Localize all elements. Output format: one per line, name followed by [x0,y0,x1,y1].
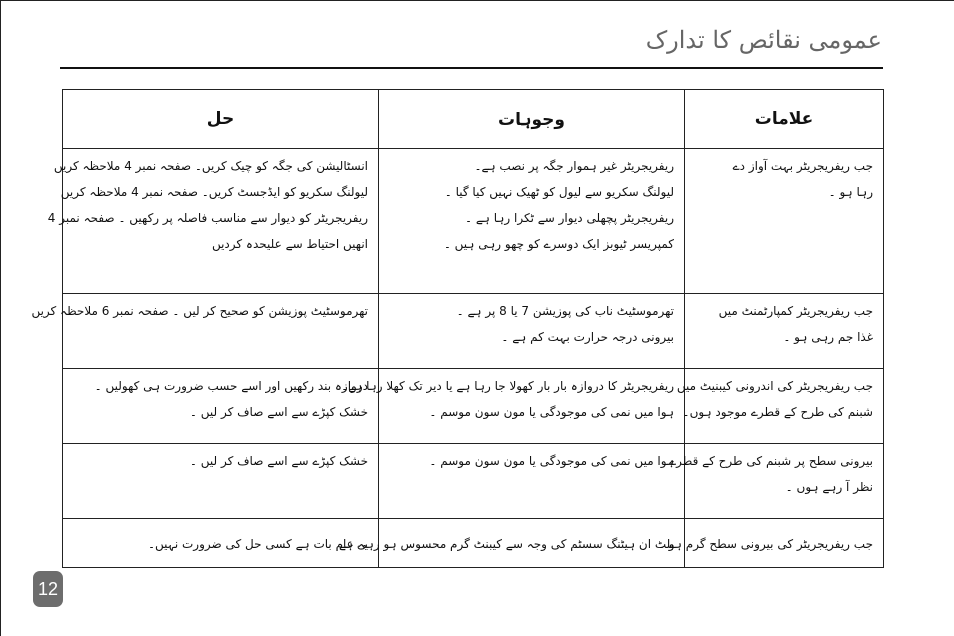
header-causes: وجوہات [379,90,685,149]
page-title: عمومی نقائص کا تدارک [645,26,882,54]
solutions-cell [63,444,379,519]
causes-cell [379,444,685,519]
cause-line: لیولنگ سکریو سے لیول کو ٹھیک نہیں کیا گیا ۔ [444,185,674,199]
table-row [63,444,884,519]
table-row [63,149,884,294]
solution-line: یہ عام بات ہے کسی حل کی ضرورت نہیں۔ [148,537,368,551]
solutions-cell [31,294,379,369]
page-number-badge: 12 [33,571,63,607]
solutions-cell [63,369,379,444]
solution-line: خشک کپڑے سے اسے صاف کر لیں ۔ [189,405,368,419]
table-row [63,294,884,369]
symptom-line: جب ریفریجریٹر کمپارٹمنٹ میں [718,304,873,318]
causes-cell [379,149,685,294]
solution-line: خشک کپڑے سے اسے صاف کر لیں ۔ [189,454,368,468]
cause-line: بیرونی درجہ حرارت بہت کم ہے ۔ [501,330,674,344]
symptom-line: جب ریفریجریٹر کی بیرونی سطح گرم ہو ۔ [657,537,873,551]
symptom-line: جب ریفریجریٹر بہت آواز دے [732,159,873,173]
solution-line: لیولنگ سکریو کو ایڈجسٹ کریں۔ صفحہ نمبر 4 ملاحظہ کریں [60,185,368,199]
cause-line: ریفریجریٹر پچھلی دیوار سے ٹکرا رہا ہے ۔ [464,211,674,225]
cause-line: بلٹ ان ہیٹنگ سسٹم کی وجہ سے کیبنٹ گرم محسوس ہو رہی ہے [338,537,674,551]
troubleshooting-table [31,89,884,568]
header-symptoms: علامات [685,90,884,149]
solutions-cell [63,519,379,568]
solutions-cell [47,149,379,294]
symptoms-cell [685,149,884,294]
symptoms-cell [657,519,884,568]
symptom-line: جب ریفریجریٹر کی اندرونی کیبنیٹ میں [676,379,873,393]
solution-line: دروازہ بند رکھیں اور اسے حسب ضرورت ہی کھولیں ۔ [94,379,368,393]
causes-cell [338,519,685,568]
solution-line: ریفریجریٹر کو دیوار سے مناسب فاصلہ پر رکھیں ۔ صفحہ نمبر 4 [47,211,368,225]
symptom-line: غذا جم رہی ہو ۔ [783,330,873,344]
symptoms-cell [669,444,884,519]
symptoms-cell [685,294,884,369]
page-border-top [0,0,954,1]
header-solutions: حل [63,90,379,149]
table-row [63,369,884,444]
header-rule [60,67,883,69]
causes-cell [379,294,685,369]
solution-line: تھرموسٹیٹ پوزیشن کو صحیح کر لیں ۔ صفحہ نمبر 6 ملاحظہ کریں [31,304,368,318]
cause-line: ہوا میں نمی کی موجودگی یا مون سون موسم ۔ [429,454,674,468]
symptom-line: رہا ہو ۔ [828,185,873,199]
solution-line: انھیں احتیاط سے علیحدہ کردیں [211,237,368,251]
cause-line: ہوا میں نمی کی موجودگی یا مون سون موسم ۔ [429,405,674,419]
cause-line: تھرموسٹیٹ ناب کی پوزیشن 7 یا 8 پر ہے ۔ [456,304,674,318]
solution-line: انسٹالیشن کی جگہ کو چیک کریں۔ صفحہ نمبر 4 ملاحظہ کریں [53,159,368,173]
symptom-line: نظر آ رہے ہوں ۔ [785,480,873,494]
table-row [63,519,884,568]
cause-line: ریفریجریٹر غیر ہموار جگہ پر نصب ہے۔ [474,159,674,173]
symptom-line: بیرونی سطح پر شبنم کی طرح کے قطرے [669,454,873,468]
symptoms-cell [676,369,884,444]
symptom-line: شبنم کی طرح کے قطرے موجود ہوں۔ [682,405,873,419]
cause-line: کمپریسر ٹیوبز ایک دوسرے کو چھو رہی ہیں ۔ [443,237,674,251]
page-border-left [0,0,1,636]
causes-cell [341,369,685,444]
table-header-row [63,90,884,149]
cause-line: ریفریجریٹر کا دروازہ بار بار کھولا جا رہا ہے یا دیر تک کھلا رہا ہے۔ [341,379,674,393]
